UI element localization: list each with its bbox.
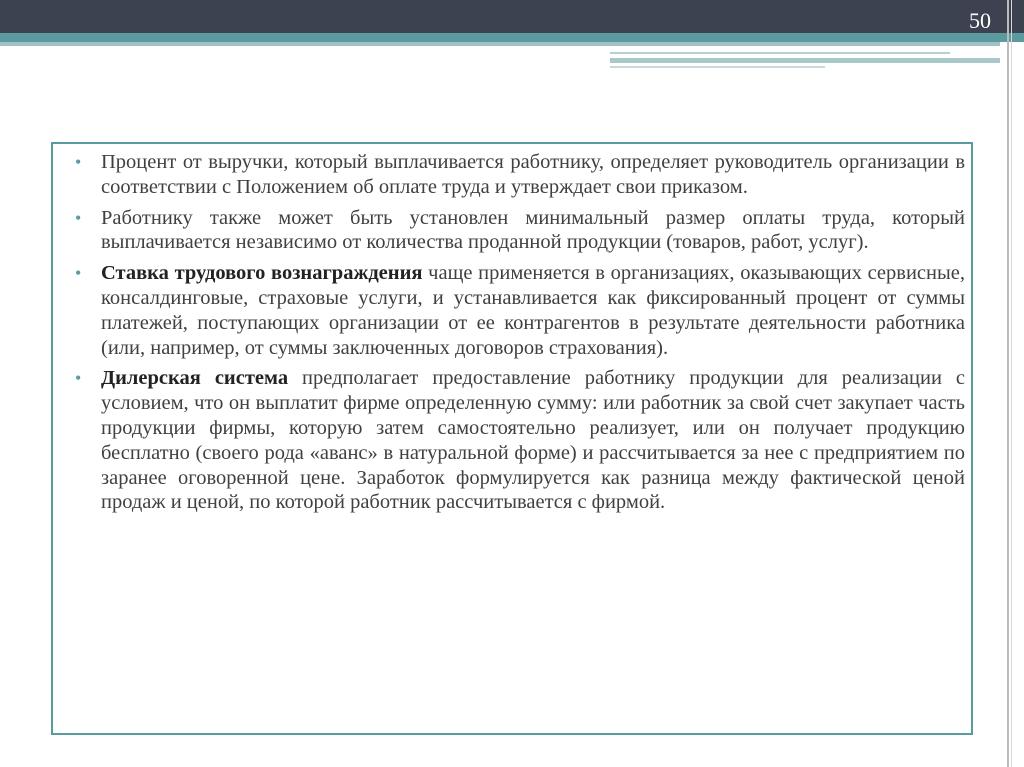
item-text: Процент от выручки, который выплачивается работнику, определяет руководитель организации в соответствии с Положением об оплате труда и утверждает свои приказом.: [101, 151, 965, 198]
bullet-icon: •: [75, 368, 82, 389]
item-text: предполагает предоставление работнику продукции для реализации с условием, что он выплатит фирме определенную сумму: или работник за свой счет закупает часть продукции фирмы, которую затем самостоятельно реализует, или он получает продукцию бесплатно (своего рода «аванс» в натуральной форме) и рассчитывается за нее с предприятием по заранее оговоренной цене. Заработок формулируется как разница между фактической ценой продаж и ценой, по которой работник рассчитывается с фирмой.: [101, 367, 965, 514]
top-bar: [0, 0, 1024, 33]
decor-line: [610, 52, 950, 54]
list-item: [75, 206, 965, 256]
list-item: [75, 261, 965, 360]
item-bold-text: Дилерская система: [101, 367, 289, 390]
decor-line: [610, 66, 825, 68]
page-number: 50: [969, 8, 991, 33]
item-bold-text: Ставка трудового вознаграждения: [101, 262, 423, 285]
accent-stripe: [0, 33, 1024, 42]
list-item: [75, 366, 965, 515]
item-text: чаще применяется в организациях, оказывающих сервисные, консалдинговые, страховые услуги, и устанавливается как фиксированный процент от суммы платежей, поступающих организации от ее контрагентов в результате деятельности работника (или, например, от суммы заключенных договоров страхования).: [101, 262, 965, 359]
decor-line: [610, 58, 1000, 63]
accent-stripe-light: [0, 42, 1000, 46]
vertical-divider: [1011, 0, 1012, 767]
bullet-list: [75, 150, 965, 521]
item-text: Работнику также может быть установлен минимальный размер оплаты труда, который выплачивается независимо от количества проданной продукции (товаров, работ, услуг).: [101, 206, 965, 254]
bullet-icon: •: [75, 207, 82, 228]
list-item: [75, 150, 965, 200]
vertical-divider: [1007, 0, 1009, 767]
bullet-icon: •: [75, 152, 82, 172]
bullet-icon: •: [75, 263, 82, 284]
